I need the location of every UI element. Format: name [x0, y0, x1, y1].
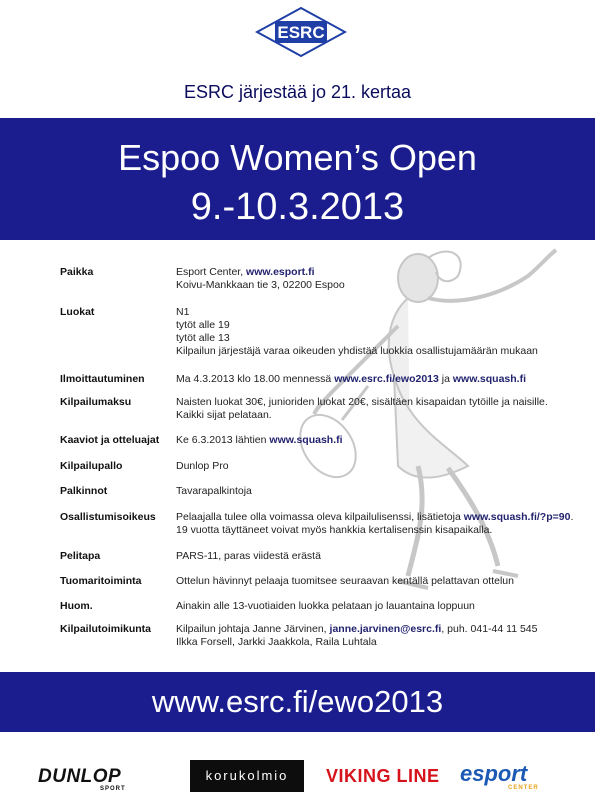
esport-center-logo	[460, 761, 539, 791]
squash-link[interactable]: www.squash.fi	[452, 373, 526, 385]
dunlop-text: DUNLOP	[38, 766, 122, 787]
korukolmio-logo: korukolmio	[190, 760, 304, 792]
dunlop-logo	[38, 766, 126, 792]
info-text: Ma 4.3.2013 klo 18.00 mennessä	[176, 373, 335, 385]
info-label: Paikka	[60, 266, 94, 278]
info-text: 19 vuotta täyttäneet voivat myös hankkia kertalisenssin kisapaikalla.	[176, 524, 493, 536]
esport-sub: CENTER	[508, 785, 539, 791]
info-text: tytöt alle 13	[176, 332, 230, 344]
info-label: Pelitapa	[60, 550, 101, 562]
info-text: Koivu-Mankkaan tie 3, 02200 Espoo	[176, 279, 345, 291]
info-text: Ottelun hävinnyt pelaaja tuomitsee seuraavan kentällä pelattavan ottelun	[176, 575, 514, 587]
info-label: Kilpailumaksu	[60, 396, 132, 408]
info-label: Kilpailupallo	[60, 460, 123, 472]
info-text: PARS-11, paras viidestä erästä	[176, 550, 321, 562]
esrc-logo	[255, 6, 347, 58]
info-text: ja	[438, 373, 453, 385]
info-text: Pelaajalla tulee olla voimassa oleva kilpailulisenssi, lisätietoja	[176, 511, 464, 523]
info-text: , puh. 041-44 11 545	[441, 623, 538, 635]
info-text: Kilpailun järjestäjä varaa oikeuden yhdistää luokkia osallistujamäärän mukaan	[176, 345, 538, 357]
event-dates: 9.-10.3.2013	[190, 186, 405, 228]
info-label: Ilmoittautuminen	[60, 373, 145, 385]
squash-link[interactable]: www.squash.fi	[269, 434, 343, 446]
viking-line-logo: VIKING LINE	[326, 766, 440, 786]
info-label: Tuomaritoiminta	[60, 575, 142, 587]
info-text: Tavarapalkintoja	[176, 485, 252, 497]
esport-text: esport	[460, 761, 528, 786]
license-info-link[interactable]: www.squash.fi/?p=90	[463, 511, 571, 523]
info-text: N1	[176, 306, 190, 318]
url-banner	[0, 672, 595, 732]
info-label: Luokat	[60, 306, 95, 318]
info-label: Kilpailutoimikunta	[60, 623, 152, 635]
logo-text: ESRC	[277, 23, 325, 42]
info-label: Palkinnot	[60, 485, 108, 497]
info-text: tytöt alle 19	[176, 319, 230, 331]
email-link[interactable]: janne.jarvinen@esrc.fi	[329, 623, 442, 635]
info-text: Kaikki sijat pelataan.	[176, 409, 272, 421]
info-text: .	[570, 511, 574, 523]
info-text: Naisten luokat 30€, junioriden luokat 20€, sisältäen kisapaidan tytöille ja naisille.	[176, 396, 548, 408]
info-text: Dunlop Pro	[176, 460, 229, 472]
info-label: Kaaviot ja otteluajat	[60, 434, 160, 446]
info-label: Huom.	[60, 600, 93, 612]
info-text: Ilkka Forsell, Jarkki Jaakkola, Raila Luhtala	[176, 636, 377, 648]
sponsor-logos	[0, 758, 595, 793]
info-text: Ainakin alle 13-vuotiaiden luokka pelataan jo lauantaina loppuun	[176, 600, 475, 612]
info-text: Kilpailun johtaja Janne Järvinen,	[176, 623, 330, 635]
website-link[interactable]: www.esport.fi	[246, 266, 315, 278]
title-banner	[0, 118, 595, 240]
event-title: Espoo Women’s Open	[118, 137, 477, 178]
event-url[interactable]: www.esrc.fi/ewo2013	[151, 684, 444, 719]
registration-link[interactable]: www.esrc.fi/ewo2013	[334, 373, 439, 385]
subtitle: ESRC järjestää jo 21. kertaa	[183, 82, 412, 102]
info-label: Osallistumisoikeus	[60, 511, 156, 523]
info-text: Esport Center,	[176, 266, 247, 278]
dunlop-sub: SPORT	[100, 786, 126, 792]
info-text: Ke 6.3.2013 lähtien	[176, 434, 270, 446]
